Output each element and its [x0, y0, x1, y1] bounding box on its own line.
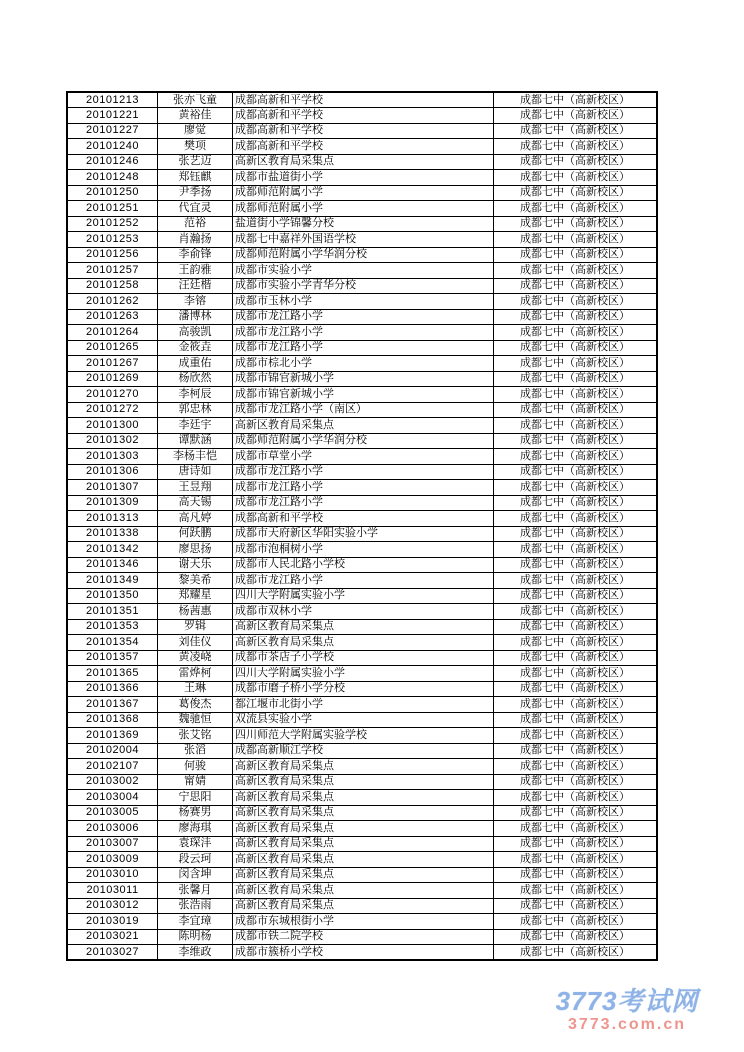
student-name-cell: 李廷宇 — [158, 418, 233, 434]
student-id-cell: 20101253 — [67, 232, 158, 248]
assigned-school-cell: 成都七中（高新校区） — [494, 759, 658, 775]
assigned-school-cell: 成都七中（高新校区） — [494, 697, 658, 713]
assigned-school-cell: 成都七中（高新校区） — [494, 247, 658, 263]
table-row — [67, 635, 657, 651]
table-row — [67, 418, 657, 434]
student-name-cell: 潘博林 — [158, 309, 233, 325]
table-row — [67, 480, 657, 496]
assigned-school-cell: 成都七中（高新校区） — [494, 728, 658, 744]
table-row — [67, 588, 657, 604]
table-row — [67, 278, 657, 294]
student-name-cell: 葛俊杰 — [158, 697, 233, 713]
origin-school-cell: 成都市实验小学 — [233, 263, 494, 279]
origin-school-cell: 成都市盐道街小学 — [233, 170, 494, 186]
table-row — [67, 340, 657, 356]
watermark-site-logo: 3773考试网 — [555, 986, 699, 1016]
assigned-school-cell: 成都七中（高新校区） — [494, 402, 658, 418]
student-id-cell: 20103004 — [67, 790, 158, 806]
student-id-cell: 20101240 — [67, 139, 158, 155]
student-id-cell: 20103027 — [67, 945, 158, 961]
table-row — [67, 914, 657, 930]
table-row — [67, 743, 657, 759]
student-id-cell: 20103009 — [67, 852, 158, 868]
origin-school-cell: 成都市龙江路小学 — [233, 573, 494, 589]
assigned-school-cell: 成都七中（高新校区） — [494, 185, 658, 201]
student-id-cell: 20101309 — [67, 495, 158, 511]
assigned-school-cell: 成都七中（高新校区） — [494, 774, 658, 790]
table-row — [67, 898, 657, 914]
student-id-cell: 20101307 — [67, 480, 158, 496]
table-row — [67, 232, 657, 248]
table-row — [67, 325, 657, 341]
student-id-cell: 20101313 — [67, 511, 158, 527]
table-row — [67, 650, 657, 666]
origin-school-cell: 高新区教育局采集点 — [233, 883, 494, 899]
student-id-cell: 20103002 — [67, 774, 158, 790]
table-row — [67, 216, 657, 232]
origin-school-cell: 高新区教育局采集点 — [233, 898, 494, 914]
student-id-cell: 20102107 — [67, 759, 158, 775]
origin-school-cell: 高新区教育局采集点 — [233, 805, 494, 821]
student-name-cell: 刘佳仪 — [158, 635, 233, 651]
origin-school-cell: 成都市茶店子小学校 — [233, 650, 494, 666]
table-row — [67, 619, 657, 635]
assigned-school-cell: 成都七中（高新校区） — [494, 309, 658, 325]
table-row — [67, 309, 657, 325]
origin-school-cell: 成都市天府新区华阳实验小学 — [233, 526, 494, 542]
table-row — [67, 929, 657, 945]
origin-school-cell: 成都市簇桥小学校 — [233, 945, 494, 961]
student-name-cell: 郑耀星 — [158, 588, 233, 604]
table-row — [67, 728, 657, 744]
student-name-cell: 唐诗如 — [158, 464, 233, 480]
origin-school-cell: 双流县实验小学 — [233, 712, 494, 728]
origin-school-cell: 成都市实验小学青华分校 — [233, 278, 494, 294]
assigned-school-cell: 成都七中（高新校区） — [494, 914, 658, 930]
assigned-school-cell: 成都七中（高新校区） — [494, 108, 658, 124]
student-name-cell: 张滔 — [158, 743, 233, 759]
student-id-cell: 20103011 — [67, 883, 158, 899]
table-row — [67, 139, 657, 155]
student-name-cell: 高天锡 — [158, 495, 233, 511]
table-row — [67, 495, 657, 511]
origin-school-cell: 成都市双林小学 — [233, 604, 494, 620]
assigned-school-cell: 成都七中（高新校区） — [494, 743, 658, 759]
assigned-school-cell: 成都七中（高新校区） — [494, 387, 658, 403]
origin-school-cell: 成都高新和平学校 — [233, 92, 494, 108]
student-name-cell: 郑钰麒 — [158, 170, 233, 186]
student-name-cell: 樊项 — [158, 139, 233, 155]
student-id-cell: 20103019 — [67, 914, 158, 930]
table-row — [67, 852, 657, 868]
table-row — [67, 790, 657, 806]
student-id-cell: 20103012 — [67, 898, 158, 914]
student-name-cell: 李杨丰恺 — [158, 449, 233, 465]
assigned-school-cell: 成都七中（高新校区） — [494, 449, 658, 465]
student-id-cell: 20103006 — [67, 821, 158, 837]
assigned-school-cell: 成都七中（高新校区） — [494, 635, 658, 651]
table-row — [67, 433, 657, 449]
assigned-school-cell: 成都七中（高新校区） — [494, 480, 658, 496]
assigned-school-cell: 成都七中（高新校区） — [494, 573, 658, 589]
origin-school-cell: 成都师范附属小学华润分校 — [233, 247, 494, 263]
student-table — [66, 91, 658, 961]
student-name-cell: 金筱垚 — [158, 340, 233, 356]
student-id-cell: 20101272 — [67, 402, 158, 418]
student-name-cell: 张艺迈 — [158, 154, 233, 170]
table-row — [67, 557, 657, 573]
student-name-cell: 段云珂 — [158, 852, 233, 868]
student-id-cell: 20101365 — [67, 666, 158, 682]
assigned-school-cell: 成都七中（高新校区） — [494, 495, 658, 511]
student-name-cell: 廖思扬 — [158, 542, 233, 558]
student-id-cell: 20101302 — [67, 433, 158, 449]
student-id-cell: 20101338 — [67, 526, 158, 542]
assigned-school-cell: 成都七中（高新校区） — [494, 898, 658, 914]
student-name-cell: 何跃鹏 — [158, 526, 233, 542]
student-id-cell: 20101250 — [67, 185, 158, 201]
origin-school-cell: 成都师范附属小学华润分校 — [233, 433, 494, 449]
student-name-cell: 肖瀚扬 — [158, 232, 233, 248]
table-row — [67, 185, 657, 201]
assigned-school-cell: 成都七中（高新校区） — [494, 294, 658, 310]
table-row — [67, 154, 657, 170]
origin-school-cell: 成都市龙江路小学（南区） — [233, 402, 494, 418]
origin-school-cell: 高新区教育局采集点 — [233, 821, 494, 837]
student-name-cell: 袁琛沣 — [158, 836, 233, 852]
origin-school-cell: 成都高新和平学校 — [233, 139, 494, 155]
watermark — [522, 988, 732, 1034]
table-row — [67, 712, 657, 728]
origin-school-cell: 高新区教育局采集点 — [233, 418, 494, 434]
table-row — [67, 108, 657, 124]
table-row — [67, 836, 657, 852]
assigned-school-cell: 成都七中（高新校区） — [494, 526, 658, 542]
table-row — [67, 464, 657, 480]
origin-school-cell: 都江堰市北街小学 — [233, 697, 494, 713]
student-name-cell: 王韵雅 — [158, 263, 233, 279]
student-id-cell: 20101306 — [67, 464, 158, 480]
origin-school-cell: 成都七中嘉祥外国语学校 — [233, 232, 494, 248]
student-id-cell: 20101257 — [67, 263, 158, 279]
origin-school-cell: 高新区教育局采集点 — [233, 867, 494, 883]
assigned-school-cell: 成都七中（高新校区） — [494, 263, 658, 279]
student-id-cell: 20101248 — [67, 170, 158, 186]
student-name-cell: 黎美希 — [158, 573, 233, 589]
assigned-school-cell: 成都七中（高新校区） — [494, 325, 658, 341]
student-id-cell: 20101346 — [67, 557, 158, 573]
origin-school-cell: 成都市龙江路小学 — [233, 480, 494, 496]
origin-school-cell: 成都市铁二院学校 — [233, 929, 494, 945]
origin-school-cell: 成都高新和平学校 — [233, 511, 494, 527]
student-id-cell: 20101353 — [67, 619, 158, 635]
origin-school-cell: 成都市玉林小学 — [233, 294, 494, 310]
student-id-cell: 20101256 — [67, 247, 158, 263]
assigned-school-cell: 成都七中（高新校区） — [494, 433, 658, 449]
student-id-cell: 20101367 — [67, 697, 158, 713]
student-id-cell: 20101251 — [67, 201, 158, 217]
student-id-cell: 20101246 — [67, 154, 158, 170]
student-id-cell: 20101258 — [67, 278, 158, 294]
origin-school-cell: 成都师范附属小学 — [233, 201, 494, 217]
table-row — [67, 92, 657, 108]
student-id-cell: 20103007 — [67, 836, 158, 852]
assigned-school-cell: 成都七中（高新校区） — [494, 92, 658, 108]
origin-school-cell: 四川大学附属实验小学 — [233, 588, 494, 604]
student-id-cell: 20101351 — [67, 604, 158, 620]
table-row — [67, 759, 657, 775]
assigned-school-cell: 成都七中（高新校区） — [494, 340, 658, 356]
student-id-cell: 20102004 — [67, 743, 158, 759]
student-name-cell: 廖海琪 — [158, 821, 233, 837]
table-row — [67, 170, 657, 186]
table-row — [67, 681, 657, 697]
student-name-cell: 甯婧 — [158, 774, 233, 790]
student-id-cell: 20101366 — [67, 681, 158, 697]
origin-school-cell: 成都市草堂小学 — [233, 449, 494, 465]
student-table-body — [67, 92, 657, 960]
origin-school-cell: 高新区教育局采集点 — [233, 790, 494, 806]
assigned-school-cell: 成都七中（高新校区） — [494, 139, 658, 155]
table-row — [67, 666, 657, 682]
table-row — [67, 774, 657, 790]
student-name-cell: 宁思阳 — [158, 790, 233, 806]
table-row — [67, 511, 657, 527]
assigned-school-cell: 成都七中（高新校区） — [494, 666, 658, 682]
table-row — [67, 387, 657, 403]
student-name-cell: 高凡婷 — [158, 511, 233, 527]
student-name-cell: 魏驰恒 — [158, 712, 233, 728]
assigned-school-cell: 成都七中（高新校区） — [494, 790, 658, 806]
origin-school-cell: 成都市龙江路小学 — [233, 340, 494, 356]
origin-school-cell: 成都师范附属小学 — [233, 185, 494, 201]
table-row — [67, 402, 657, 418]
assigned-school-cell: 成都七中（高新校区） — [494, 232, 658, 248]
student-id-cell: 20101221 — [67, 108, 158, 124]
origin-school-cell: 高新区教育局采集点 — [233, 154, 494, 170]
student-id-cell: 20101262 — [67, 294, 158, 310]
origin-school-cell: 高新区教育局采集点 — [233, 635, 494, 651]
table-row — [67, 356, 657, 372]
origin-school-cell: 成都市锦官新城小学 — [233, 387, 494, 403]
origin-school-cell: 成都高新顺江学校 — [233, 743, 494, 759]
table-row — [67, 604, 657, 620]
origin-school-cell: 成都市龙江路小学 — [233, 309, 494, 325]
assigned-school-cell: 成都七中（高新校区） — [494, 821, 658, 837]
student-name-cell: 雷烨柯 — [158, 666, 233, 682]
assigned-school-cell: 成都七中（高新校区） — [494, 619, 658, 635]
student-name-cell: 王琳 — [158, 681, 233, 697]
table-row — [67, 945, 657, 961]
student-name-cell: 罗辑 — [158, 619, 233, 635]
assigned-school-cell: 成都七中（高新校区） — [494, 681, 658, 697]
student-id-cell: 20101342 — [67, 542, 158, 558]
watermark-site-url: 3773.com.cn — [567, 1016, 687, 1034]
assigned-school-cell: 成都七中（高新校区） — [494, 418, 658, 434]
student-name-cell: 李俞锋 — [158, 247, 233, 263]
origin-school-cell: 高新区教育局采集点 — [233, 619, 494, 635]
table-row — [67, 697, 657, 713]
student-name-cell: 范裕 — [158, 216, 233, 232]
student-name-cell: 杨欣然 — [158, 371, 233, 387]
student-name-cell: 谢天乐 — [158, 557, 233, 573]
origin-school-cell: 成都市龙江路小学 — [233, 325, 494, 341]
student-name-cell: 李维政 — [158, 945, 233, 961]
assigned-school-cell: 成都七中（高新校区） — [494, 836, 658, 852]
table-row — [67, 449, 657, 465]
student-name-cell: 汪廷楷 — [158, 278, 233, 294]
student-id-cell: 20103010 — [67, 867, 158, 883]
student-name-cell: 何骏 — [158, 759, 233, 775]
student-name-cell: 廖觉 — [158, 123, 233, 139]
assigned-school-cell: 成都七中（高新校区） — [494, 170, 658, 186]
table-row — [67, 573, 657, 589]
assigned-school-cell: 成都七中（高新校区） — [494, 852, 658, 868]
origin-school-cell: 成都高新和平学校 — [233, 108, 494, 124]
origin-school-cell: 成都高新和平学校 — [233, 123, 494, 139]
assigned-school-cell: 成都七中（高新校区） — [494, 604, 658, 620]
student-name-cell: 张艾铭 — [158, 728, 233, 744]
assigned-school-cell: 成都七中（高新校区） — [494, 650, 658, 666]
table-row — [67, 247, 657, 263]
table-row — [67, 821, 657, 837]
table-row — [67, 123, 657, 139]
table-row — [67, 201, 657, 217]
table-row — [67, 526, 657, 542]
assigned-school-cell: 成都七中（高新校区） — [494, 542, 658, 558]
assigned-school-cell: 成都七中（高新校区） — [494, 511, 658, 527]
assigned-school-cell: 成都七中（高新校区） — [494, 356, 658, 372]
student-name-cell: 李镕 — [158, 294, 233, 310]
assigned-school-cell: 成都七中（高新校区） — [494, 371, 658, 387]
assigned-school-cell: 成都七中（高新校区） — [494, 464, 658, 480]
student-id-cell: 20101252 — [67, 216, 158, 232]
student-id-cell: 20101213 — [67, 92, 158, 108]
student-name-cell: 杨茜惠 — [158, 604, 233, 620]
student-id-cell: 20101368 — [67, 712, 158, 728]
student-name-cell: 杨赛男 — [158, 805, 233, 821]
origin-school-cell: 四川师范大学附属实验学校 — [233, 728, 494, 744]
origin-school-cell: 盐道街小学锦馨分校 — [233, 216, 494, 232]
assigned-school-cell: 成都七中（高新校区） — [494, 805, 658, 821]
student-name-cell: 张浩雨 — [158, 898, 233, 914]
student-name-cell: 成重佑 — [158, 356, 233, 372]
origin-school-cell: 成都市磨子桥小学分校 — [233, 681, 494, 697]
origin-school-cell: 高新区教育局采集点 — [233, 759, 494, 775]
assigned-school-cell: 成都七中（高新校区） — [494, 883, 658, 899]
table-row — [67, 371, 657, 387]
table-row — [67, 805, 657, 821]
assigned-school-cell: 成都七中（高新校区） — [494, 278, 658, 294]
student-name-cell: 黄裕佳 — [158, 108, 233, 124]
table-row — [67, 542, 657, 558]
table-row — [67, 867, 657, 883]
table-row — [67, 263, 657, 279]
assigned-school-cell: 成都七中（高新校区） — [494, 557, 658, 573]
student-name-cell: 闵含坤 — [158, 867, 233, 883]
student-name-cell: 谭默涵 — [158, 433, 233, 449]
student-name-cell: 张亦飞童 — [158, 92, 233, 108]
origin-school-cell: 高新区教育局采集点 — [233, 852, 494, 868]
student-name-cell: 尹季扬 — [158, 185, 233, 201]
student-name-cell: 代宜灵 — [158, 201, 233, 217]
origin-school-cell: 高新区教育局采集点 — [233, 774, 494, 790]
assigned-school-cell: 成都七中（高新校区） — [494, 929, 658, 945]
student-id-cell: 20101269 — [67, 371, 158, 387]
student-name-cell: 陈明杨 — [158, 929, 233, 945]
origin-school-cell: 成都市龙江路小学 — [233, 495, 494, 511]
assigned-school-cell: 成都七中（高新校区） — [494, 201, 658, 217]
student-id-cell: 20101350 — [67, 588, 158, 604]
student-roster — [66, 91, 658, 961]
student-id-cell: 20101303 — [67, 449, 158, 465]
assigned-school-cell: 成都七中（高新校区） — [494, 154, 658, 170]
table-row — [67, 883, 657, 899]
student-name-cell: 高骏凯 — [158, 325, 233, 341]
student-id-cell: 20101270 — [67, 387, 158, 403]
assigned-school-cell: 成都七中（高新校区） — [494, 712, 658, 728]
student-id-cell: 20101265 — [67, 340, 158, 356]
student-id-cell: 20101349 — [67, 573, 158, 589]
origin-school-cell: 高新区教育局采集点 — [233, 836, 494, 852]
student-name-cell: 张馨月 — [158, 883, 233, 899]
student-id-cell: 20103005 — [67, 805, 158, 821]
origin-school-cell: 四川大学附属实验小学 — [233, 666, 494, 682]
origin-school-cell: 成都市泡桐树小学 — [233, 542, 494, 558]
student-id-cell: 20101267 — [67, 356, 158, 372]
student-id-cell: 20101300 — [67, 418, 158, 434]
student-name-cell: 李柯辰 — [158, 387, 233, 403]
origin-school-cell: 成都市棕北小学 — [233, 356, 494, 372]
student-name-cell: 李宜璋 — [158, 914, 233, 930]
student-id-cell: 20103021 — [67, 929, 158, 945]
origin-school-cell: 成都市人民北路小学校 — [233, 557, 494, 573]
table-row — [67, 294, 657, 310]
student-id-cell: 20101227 — [67, 123, 158, 139]
origin-school-cell: 成都市锦官新城小学 — [233, 371, 494, 387]
student-id-cell: 20101369 — [67, 728, 158, 744]
origin-school-cell: 成都市东城根街小学 — [233, 914, 494, 930]
origin-school-cell: 成都市龙江路小学 — [233, 464, 494, 480]
student-id-cell: 20101263 — [67, 309, 158, 325]
student-id-cell: 20101264 — [67, 325, 158, 341]
student-name-cell: 黄凌峣 — [158, 650, 233, 666]
assigned-school-cell: 成都七中（高新校区） — [494, 123, 658, 139]
assigned-school-cell: 成都七中（高新校区） — [494, 867, 658, 883]
student-id-cell: 20101357 — [67, 650, 158, 666]
assigned-school-cell: 成都七中（高新校区） — [494, 945, 658, 961]
assigned-school-cell: 成都七中（高新校区） — [494, 588, 658, 604]
student-name-cell: 王昱翔 — [158, 480, 233, 496]
assigned-school-cell: 成都七中（高新校区） — [494, 216, 658, 232]
student-name-cell: 郭忠林 — [158, 402, 233, 418]
student-id-cell: 20101354 — [67, 635, 158, 651]
